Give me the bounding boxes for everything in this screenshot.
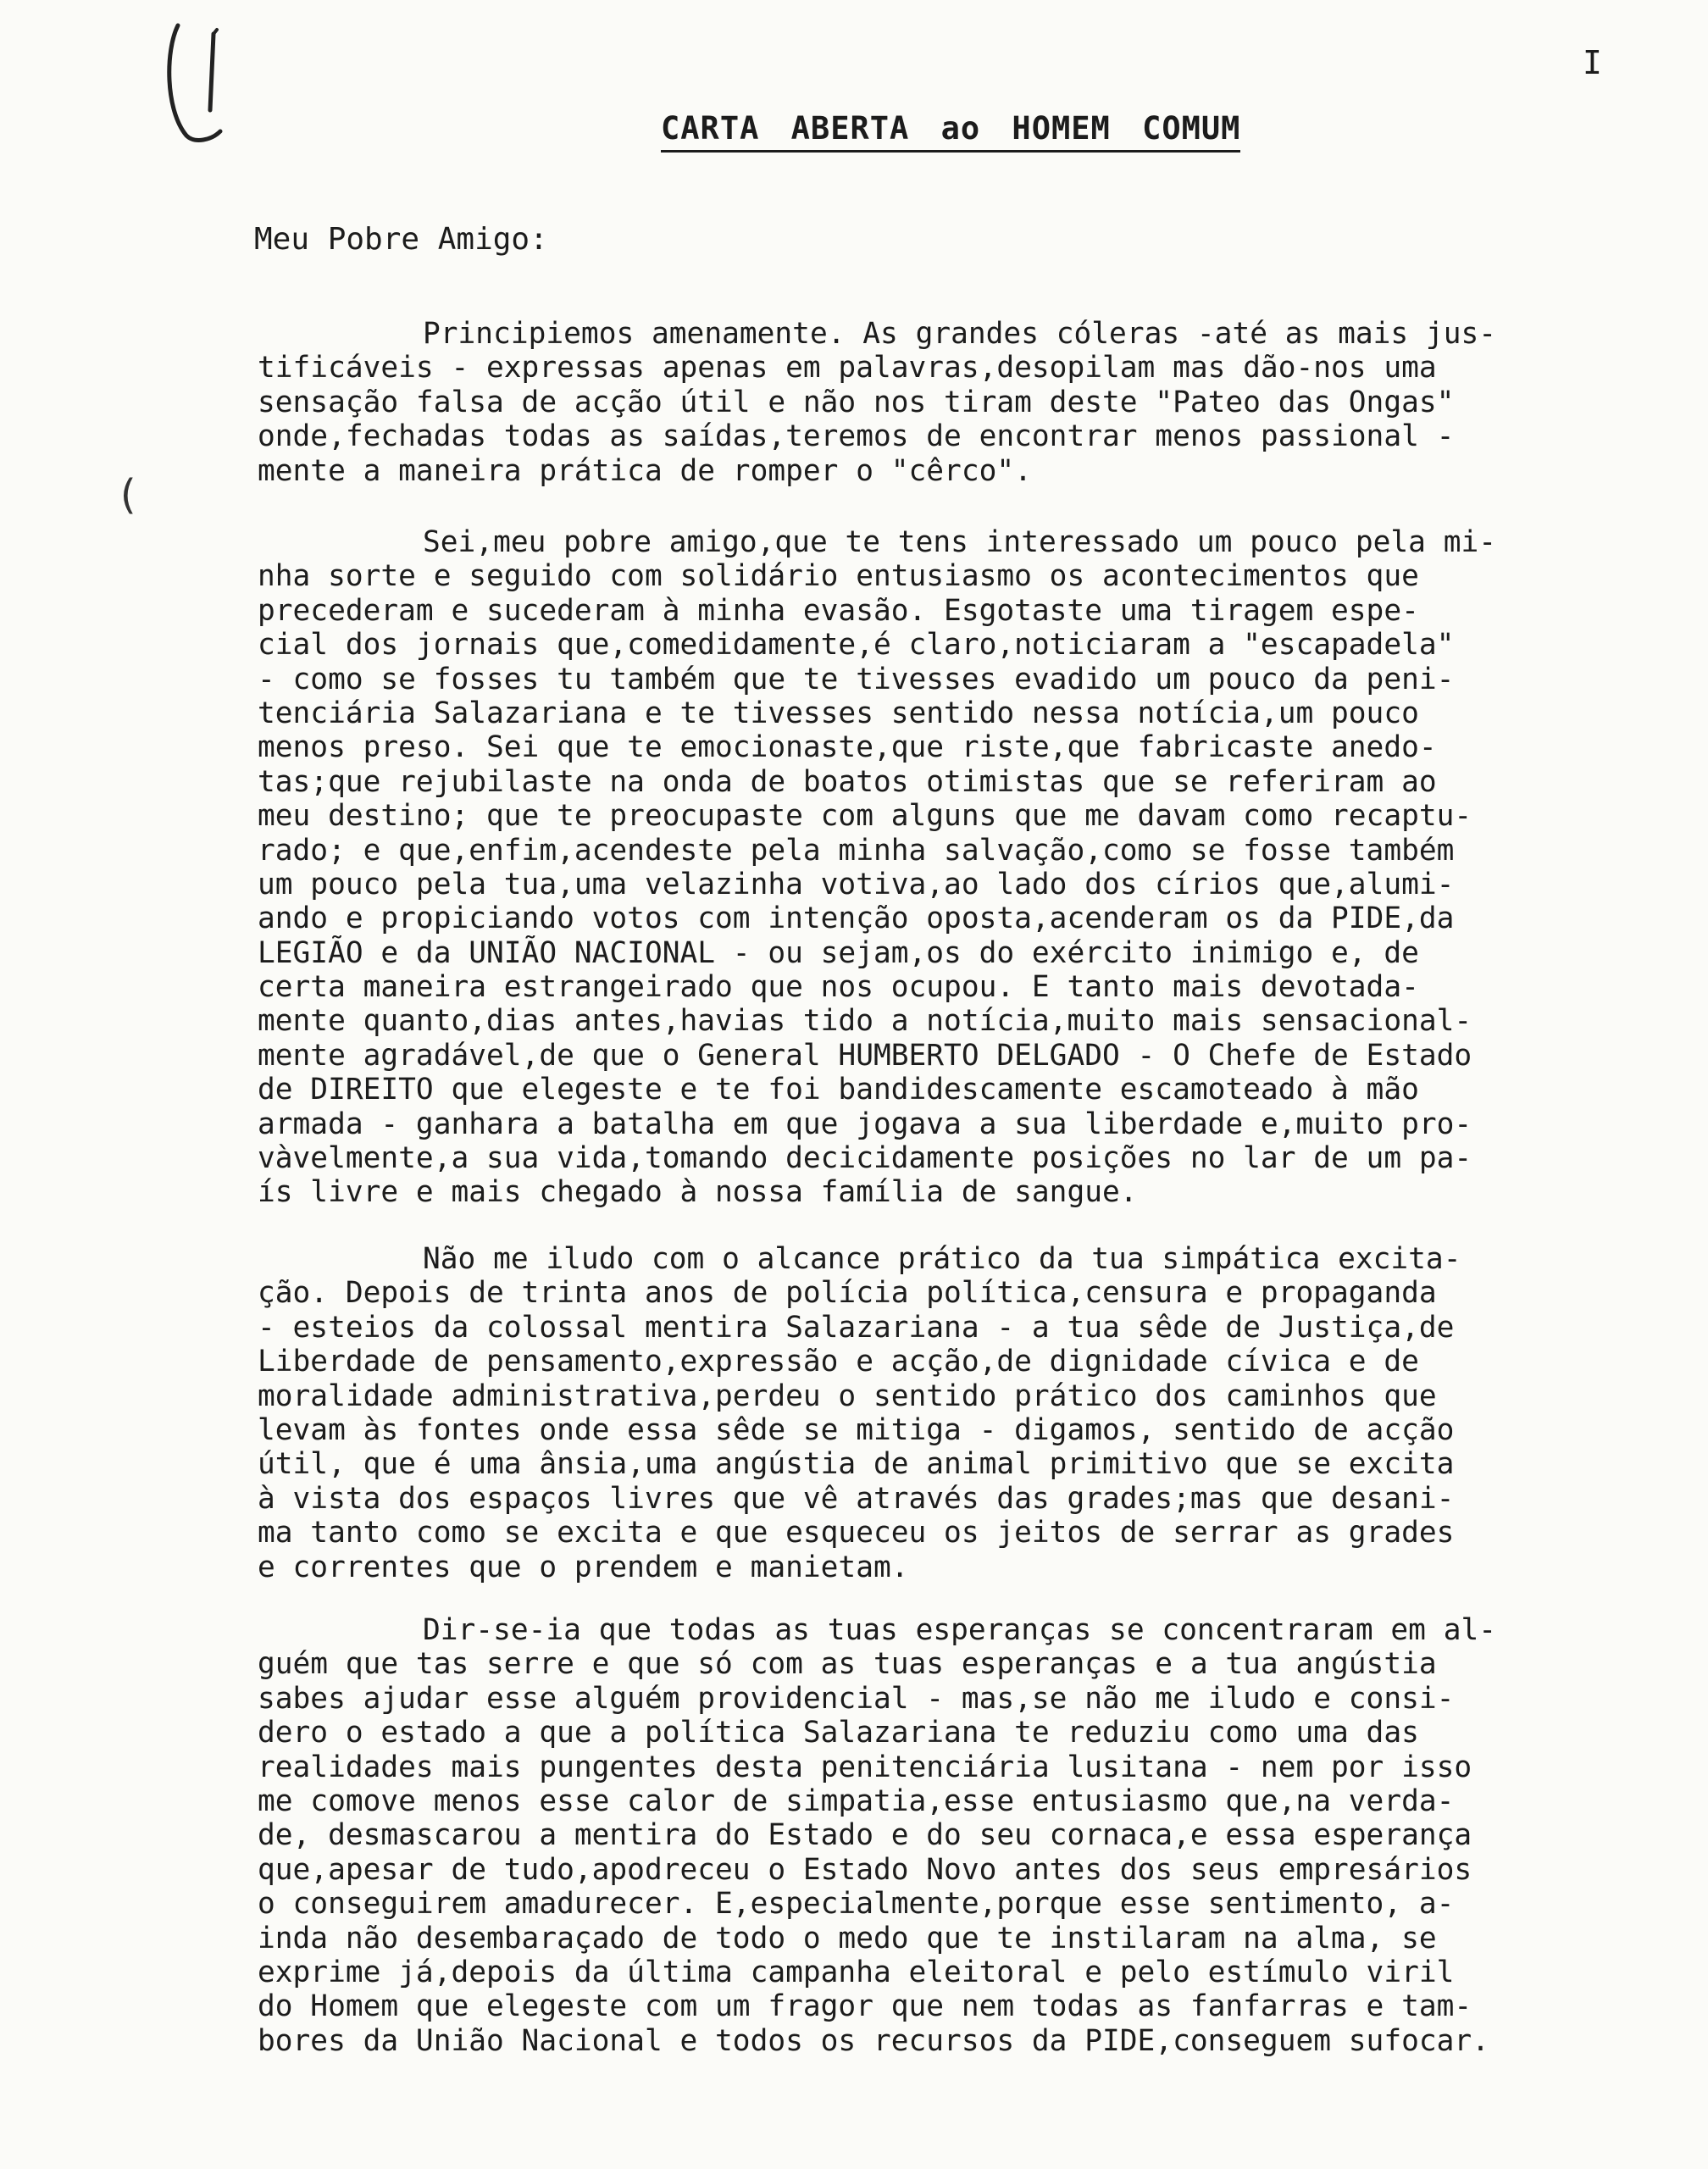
text-line: tenciária Salazariana e te tivesses sentido nessa notícia,um pouco <box>258 696 1419 730</box>
text-line: levam às fontes onde essa sêde se mitiga - digamos, sentido de acção <box>258 1412 1455 1447</box>
text-line: - esteios da colossal mentira Salazariana - a tua sêde de Justiça,de <box>258 1310 1455 1345</box>
text-line: de DIREITO que elegeste e te foi bandidescamente escamoteado à mão <box>258 1073 1419 1107</box>
text-line: me comove menos esse calor de simpatia,esse entusiasmo que,na verda- <box>258 1783 1455 1818</box>
margin-paren-mark: ( <box>115 471 140 519</box>
text-line: realidades mais pungentes desta penitenciária lusitana - nem por isso <box>258 1750 1472 1784</box>
text-line: meu destino; que te preocupaste com alguns que me davam como recaptu- <box>258 799 1472 834</box>
text-line: menos preso. Sei que te emocionaste,que riste,que fabricaste anedo- <box>258 730 1437 765</box>
paragraph-3 <box>258 1242 1655 1584</box>
text-line: sabes ajudar esse alguém providencial - mas,se não me iludo e consi- <box>258 1681 1455 1716</box>
text-line: que,apesar de tudo,apodreceu o Estado Novo antes dos seus empresários <box>258 1852 1472 1887</box>
text-line: dero o estado a que a política Salazariana te reduziu como uma das <box>258 1716 1419 1750</box>
salutation: Meu Pobre Amigo: <box>254 222 548 257</box>
text-line: e correntes que o prendem e manietam. <box>258 1550 909 1584</box>
text-line: mente quanto,dias antes,havias tido a notícia,muito mais sensacional- <box>258 1004 1472 1039</box>
paragraph-2 <box>258 525 1655 1210</box>
paragraph-4 <box>258 1613 1655 2058</box>
text-line: ção. Depois de trinta anos de polícia política,censura e propaganda <box>258 1276 1437 1311</box>
text-line: bores da União Nacional e todos os recursos da PIDE,conseguem sufocar. <box>258 2023 1489 2058</box>
paragraph-1 <box>258 317 1655 488</box>
text-line: Liberdade de pensamento,expressão e acção,de dignidade cívica e de <box>258 1345 1419 1379</box>
text-line: vàvelmente,a sua vida,tomando decicidamente posições no lar de um pa- <box>258 1141 1472 1176</box>
text-line: cial dos jornais que,comedidamente,é claro,noticiaram a "escapadela" <box>258 628 1455 663</box>
text-line: o conseguirem amadurecer. E,especialmente,porque esse sentimento, a- <box>258 1887 1455 1922</box>
text-line: rado; e que,enfim,acendeste pela minha salvação,como se fosse também <box>258 833 1455 868</box>
text-line: útil, que é uma ânsia,uma angústia de animal primitivo que se excita <box>258 1447 1455 1482</box>
text-line: armada - ganhara a batalha em que jogava a sua liberdade e,muito pro- <box>258 1107 1472 1141</box>
text-line: nha sorte e seguido com solidário entusiasmo os acontecimentos que <box>258 559 1419 594</box>
text-line: Não me iludo com o alcance prático da tua simpática excita- <box>423 1242 1461 1276</box>
handwritten-mark <box>161 17 237 144</box>
text-line: mente a maneira prática de romper o "cêrco". <box>258 453 1032 488</box>
text-line: onde,fechadas todas as saídas,teremos de encontrar menos passional - <box>258 419 1455 454</box>
text-line: ís livre e mais chegado à nossa família de sangue. <box>258 1175 1138 1210</box>
text-line: guém que tas serre e que só com as tuas esperanças e a tua angústia <box>258 1647 1437 1682</box>
text-line: ma tanto como se excita e que esqueceu os jeitos de serrar as grades <box>258 1516 1455 1550</box>
text-line: Dir-se-ia que todas as tuas esperanças se concentraram em al- <box>423 1613 1497 1647</box>
text-line: sensação falsa de acção útil e não nos tiram deste "Pateo das Ongas" <box>258 385 1455 419</box>
text-line: inda não desembaraçado de todo o medo que te instilaram na alma, se <box>258 1921 1437 1955</box>
text-line: moralidade administrativa,perdeu o sentido prático dos caminhos que <box>258 1379 1437 1413</box>
text-line: Principiemos amenamente. As grandes cóleras -até as mais jus- <box>423 317 1497 351</box>
text-line: um pouco pela tua,uma velazinha votiva,ao lado dos círios que,alumi- <box>258 867 1455 901</box>
page-number: I <box>1583 44 1602 81</box>
text-line: precederam e sucederam à minha evasão. Esgotaste uma tiragem espe- <box>258 593 1419 628</box>
text-line: de, desmascarou a mentira do Estado e do seu cornaca,e essa esperança <box>258 1818 1472 1853</box>
text-line: ando e propiciando votos com intenção oposta,acenderam os da PIDE,da <box>258 901 1455 936</box>
text-line: exprime já,depois da última campanha eleitoral e pelo estímulo viril <box>258 1955 1455 1989</box>
text-line: à vista dos espaços livres que vê através das grades;mas que desani- <box>258 1481 1455 1516</box>
letter-title: CARTA ABERTA ao HOMEM COMUM <box>661 110 1240 153</box>
text-line: mente agradável,de que o General HUMBERTO DELGADO - O Chefe de Estado <box>258 1038 1472 1073</box>
text-line: LEGIÃO e da UNIÃO NACIONAL - ou sejam,os do exército inimigo e, de <box>258 935 1419 970</box>
text-line: tificáveis - expressas apenas em palavras,desopilam mas dão-nos uma <box>258 351 1437 386</box>
text-line: do Homem que elegeste com um fragor que nem todas as fanfarras e tam- <box>258 1989 1472 2024</box>
text-line: Sei,meu pobre amigo,que te tens interessado um pouco pela mi- <box>423 525 1497 559</box>
text-line: tas;que rejubilaste na onda de boatos otimistas que se referiram ao <box>258 764 1437 799</box>
text-line: certa maneira estrangeirado que nos ocupou. E tanto mais devotada- <box>258 970 1419 1005</box>
text-line: - como se fosses tu também que te tivesses evadido um pouco da peni- <box>258 662 1455 696</box>
